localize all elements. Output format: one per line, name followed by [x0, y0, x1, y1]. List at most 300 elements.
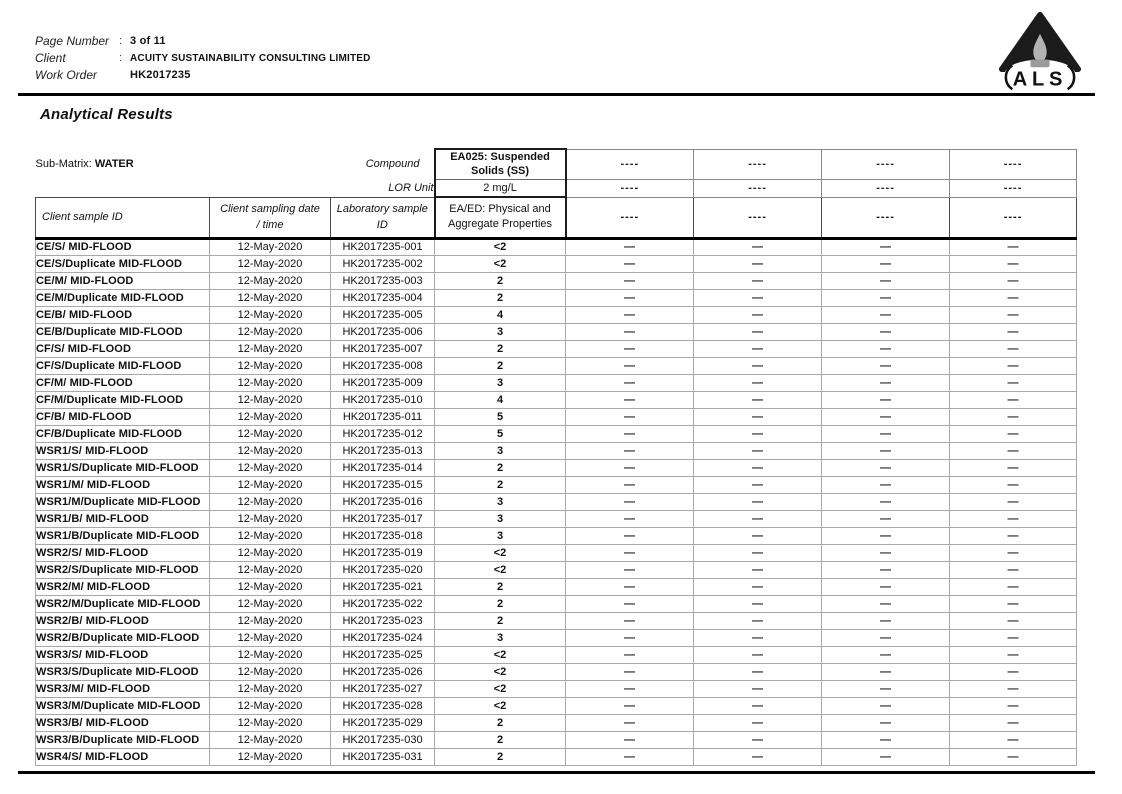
client-sample-id: WSR2/M/Duplicate MID-FLOOD	[36, 595, 210, 612]
no-result-dash: —	[694, 680, 822, 697]
table-row	[36, 476, 1077, 493]
no-result-dash: —	[566, 629, 694, 646]
lab-sample-id: HK2017235-001	[331, 238, 435, 255]
table-row	[36, 544, 1077, 561]
no-result-dash: —	[694, 476, 822, 493]
table-row	[36, 425, 1077, 442]
lab-sample-id: HK2017235-014	[331, 459, 435, 476]
result-value: 3	[435, 510, 566, 527]
sampling-date: 12-May-2020	[210, 272, 331, 289]
table-row	[36, 340, 1077, 357]
empty-method-cell: ----	[694, 197, 822, 238]
field-separator: :	[119, 52, 123, 64]
table-row	[36, 510, 1077, 527]
client-sample-id: WSR3/M/ MID-FLOOD	[36, 680, 210, 697]
table-row	[36, 663, 1077, 680]
no-result-dash: —	[822, 306, 950, 323]
client-sample-id: WSR1/M/Duplicate MID-FLOOD	[36, 493, 210, 510]
lab-sample-id: HK2017235-010	[331, 391, 435, 408]
table-row	[36, 238, 1077, 255]
no-result-dash: —	[822, 714, 950, 731]
client-sample-id: WSR2/S/ MID-FLOOD	[36, 544, 210, 561]
no-result-dash: —	[566, 306, 694, 323]
empty-compound-cell: ----	[822, 149, 950, 179]
client-sample-id: CF/S/ MID-FLOOD	[36, 340, 210, 357]
no-result-dash: —	[694, 697, 822, 714]
result-value: 2	[435, 612, 566, 629]
client-sample-id: CE/M/Duplicate MID-FLOOD	[36, 289, 210, 306]
no-result-dash: —	[694, 595, 822, 612]
compound-name-cell	[435, 149, 566, 179]
no-result-dash: —	[950, 595, 1077, 612]
sub-matrix-label: Sub-Matrix:	[35, 158, 92, 170]
no-result-dash: —	[822, 578, 950, 595]
sampling-date: 12-May-2020	[210, 238, 331, 255]
no-result-dash: —	[694, 544, 822, 561]
no-result-dash: —	[822, 374, 950, 391]
empty-lor-cell: ----	[566, 179, 694, 197]
no-result-dash: —	[694, 238, 822, 255]
header-field-work-order	[35, 67, 371, 84]
sampling-date: 12-May-2020	[210, 255, 331, 272]
client-sample-id: WSR1/B/ MID-FLOOD	[36, 510, 210, 527]
no-result-dash: —	[566, 442, 694, 459]
lab-sample-id: HK2017235-021	[331, 578, 435, 595]
no-result-dash: —	[566, 612, 694, 629]
no-result-dash: —	[566, 527, 694, 544]
no-result-dash: —	[694, 459, 822, 476]
result-value: 2	[435, 748, 566, 765]
no-result-dash: —	[566, 595, 694, 612]
als-logo-text: ALS	[1012, 68, 1068, 91]
result-value: <2	[435, 544, 566, 561]
sampling-date: 12-May-2020	[210, 646, 331, 663]
sub-matrix-value: WATER	[94, 158, 134, 170]
no-result-dash: —	[566, 391, 694, 408]
empty-compound-cell: ----	[566, 149, 694, 179]
empty-method-cell: ----	[822, 197, 950, 238]
empty-lor-cell: ----	[822, 179, 950, 197]
client-sample-id: WSR1/S/Duplicate MID-FLOOD	[36, 459, 210, 476]
no-result-dash: —	[822, 272, 950, 289]
no-result-dash: —	[822, 629, 950, 646]
result-value: 3	[435, 493, 566, 510]
sampling-date: 12-May-2020	[210, 663, 331, 680]
no-result-dash: —	[822, 425, 950, 442]
no-result-dash: —	[566, 425, 694, 442]
client-value: ACUITY SUSTAINABILITY CONSULTING LIMITED	[130, 53, 371, 64]
no-result-dash: —	[694, 408, 822, 425]
no-result-dash: —	[950, 425, 1077, 442]
als-logo-icon	[986, 10, 1094, 94]
no-result-dash: —	[822, 748, 950, 765]
result-value: 2	[435, 595, 566, 612]
field-separator: :	[119, 35, 123, 47]
empty-lor-cell: ----	[950, 179, 1077, 197]
lab-sample-id: HK2017235-005	[331, 306, 435, 323]
result-value: <2	[435, 255, 566, 272]
col-header-lab-sample-id: Laboratory sample ID	[331, 197, 435, 238]
result-value: 5	[435, 425, 566, 442]
no-result-dash: —	[950, 476, 1077, 493]
no-result-dash: —	[950, 374, 1077, 391]
table-row	[36, 714, 1077, 731]
empty-compound-cell: ----	[694, 149, 822, 179]
sampling-date: 12-May-2020	[210, 425, 331, 442]
no-result-dash: —	[822, 663, 950, 680]
sampling-date: 12-May-2020	[210, 595, 331, 612]
lab-sample-id: HK2017235-003	[331, 272, 435, 289]
table-row	[36, 595, 1077, 612]
client-sample-id: CF/S/Duplicate MID-FLOOD	[36, 357, 210, 374]
lab-sample-id: HK2017235-007	[331, 340, 435, 357]
no-result-dash: —	[566, 646, 694, 663]
table-row	[36, 680, 1077, 697]
no-result-dash: —	[822, 238, 950, 255]
lab-sample-id: HK2017235-015	[331, 476, 435, 493]
no-result-dash: —	[950, 714, 1077, 731]
sampling-date: 12-May-2020	[210, 714, 331, 731]
no-result-dash: —	[566, 323, 694, 340]
no-result-dash: —	[694, 289, 822, 306]
empty-compound-cell: ----	[950, 149, 1077, 179]
table-row	[36, 612, 1077, 629]
sampling-date: 12-May-2020	[210, 578, 331, 595]
client-sample-id: WSR2/S/Duplicate MID-FLOOD	[36, 561, 210, 578]
client-sample-id: WSR3/B/ MID-FLOOD	[36, 714, 210, 731]
footer-divider	[18, 771, 1095, 774]
no-result-dash: —	[566, 408, 694, 425]
no-result-dash: —	[822, 510, 950, 527]
client-sample-id: CF/M/ MID-FLOOD	[36, 374, 210, 391]
no-result-dash: —	[694, 323, 822, 340]
lab-sample-id: HK2017235-004	[331, 289, 435, 306]
client-sample-id: WSR4/S/ MID-FLOOD	[36, 748, 210, 765]
no-result-dash: —	[950, 442, 1077, 459]
sampling-date: 12-May-2020	[210, 748, 331, 765]
no-result-dash: —	[694, 340, 822, 357]
sampling-date: 12-May-2020	[210, 561, 331, 578]
no-result-dash: —	[950, 578, 1077, 595]
client-sample-id: WSR1/S/ MID-FLOOD	[36, 442, 210, 459]
no-result-dash: —	[822, 680, 950, 697]
result-value: 2	[435, 289, 566, 306]
no-result-dash: —	[822, 391, 950, 408]
result-value: <2	[435, 646, 566, 663]
no-result-dash: —	[822, 357, 950, 374]
col-header-sampling-date: Client sampling date / time	[210, 197, 331, 238]
table-row	[36, 306, 1077, 323]
no-result-dash: —	[566, 357, 694, 374]
lab-sample-id: HK2017235-020	[331, 561, 435, 578]
no-result-dash: —	[694, 527, 822, 544]
client-sample-id: CF/B/ MID-FLOOD	[36, 408, 210, 425]
sampling-date: 12-May-2020	[210, 731, 331, 748]
lab-sample-id: HK2017235-011	[331, 408, 435, 425]
no-result-dash: —	[694, 561, 822, 578]
lab-sample-id: HK2017235-030	[331, 731, 435, 748]
no-result-dash: —	[566, 289, 694, 306]
no-result-dash: —	[950, 510, 1077, 527]
result-value: 2	[435, 578, 566, 595]
client-sample-id: WSR2/M/ MID-FLOOD	[36, 578, 210, 595]
page-header	[35, 33, 371, 84]
table-row	[36, 646, 1077, 663]
result-value: <2	[435, 680, 566, 697]
no-result-dash: —	[950, 527, 1077, 544]
sampling-date: 12-May-2020	[210, 612, 331, 629]
no-result-dash: —	[950, 612, 1077, 629]
no-result-dash: —	[950, 238, 1077, 255]
no-result-dash: —	[950, 629, 1077, 646]
lab-sample-id: HK2017235-022	[331, 595, 435, 612]
client-sample-id: WSR3/S/ MID-FLOOD	[36, 646, 210, 663]
result-value: 2	[435, 459, 566, 476]
sampling-date: 12-May-2020	[210, 306, 331, 323]
lab-sample-id: HK2017235-026	[331, 663, 435, 680]
no-result-dash: —	[822, 408, 950, 425]
result-value: 3	[435, 527, 566, 544]
client-sample-id: CE/B/Duplicate MID-FLOOD	[36, 323, 210, 340]
sub-matrix	[36, 158, 134, 170]
no-result-dash: —	[566, 459, 694, 476]
lab-sample-id: HK2017235-013	[331, 442, 435, 459]
no-result-dash: —	[566, 476, 694, 493]
no-result-dash: —	[694, 255, 822, 272]
no-result-dash: —	[950, 289, 1077, 306]
no-result-dash: —	[950, 748, 1077, 765]
table-row	[36, 493, 1077, 510]
no-result-dash: —	[822, 255, 950, 272]
lab-sample-id: HK2017235-025	[331, 646, 435, 663]
sampling-date: 12-May-2020	[210, 476, 331, 493]
lab-sample-id: HK2017235-002	[331, 255, 435, 272]
page-number-value: 3 of 11	[130, 35, 166, 47]
lor-row-label: LOR Unit	[36, 179, 435, 197]
lab-sample-id: HK2017235-023	[331, 612, 435, 629]
no-result-dash: —	[566, 340, 694, 357]
no-result-dash: —	[950, 272, 1077, 289]
no-result-dash: —	[694, 714, 822, 731]
sampling-date: 12-May-2020	[210, 680, 331, 697]
result-value: 2	[435, 714, 566, 731]
no-result-dash: —	[822, 459, 950, 476]
result-value: 2	[435, 340, 566, 357]
empty-method-cell: ----	[950, 197, 1077, 238]
no-result-dash: —	[694, 748, 822, 765]
client-sample-id: CF/M/Duplicate MID-FLOOD	[36, 391, 210, 408]
no-result-dash: —	[950, 697, 1077, 714]
no-result-dash: —	[566, 714, 694, 731]
compound-row-label: Compound	[365, 158, 420, 170]
lab-sample-id: HK2017235-024	[331, 629, 435, 646]
result-value: 2	[435, 272, 566, 289]
sampling-date: 12-May-2020	[210, 323, 331, 340]
no-result-dash: —	[566, 663, 694, 680]
table-row	[36, 391, 1077, 408]
client-sample-id: WSR1/M/ MID-FLOOD	[36, 476, 210, 493]
sampling-date: 12-May-2020	[210, 408, 331, 425]
no-result-dash: —	[950, 493, 1077, 510]
no-result-dash: —	[694, 629, 822, 646]
sampling-date: 12-May-2020	[210, 544, 331, 561]
lab-sample-id: HK2017235-017	[331, 510, 435, 527]
analytical-results-table	[35, 148, 1077, 766]
sampling-date: 12-May-2020	[210, 493, 331, 510]
client-sample-id: WSR2/B/Duplicate MID-FLOOD	[36, 629, 210, 646]
sampling-date: 12-May-2020	[210, 357, 331, 374]
table-row	[36, 527, 1077, 544]
lab-sample-id: HK2017235-029	[331, 714, 435, 731]
no-result-dash: —	[950, 663, 1077, 680]
table-row	[36, 731, 1077, 748]
no-result-dash: —	[566, 255, 694, 272]
no-result-dash: —	[950, 459, 1077, 476]
no-result-dash: —	[822, 646, 950, 663]
lab-sample-id: HK2017235-006	[331, 323, 435, 340]
compound-header-row	[36, 149, 1077, 179]
lab-sample-id: HK2017235-027	[331, 680, 435, 697]
no-result-dash: —	[822, 612, 950, 629]
table-row	[36, 255, 1077, 272]
no-result-dash: —	[950, 731, 1077, 748]
no-result-dash: —	[694, 493, 822, 510]
col-header-method-group: EA/ED: Physical and Aggregate Properties	[435, 197, 566, 238]
no-result-dash: —	[950, 323, 1077, 340]
sampling-date: 12-May-2020	[210, 510, 331, 527]
client-sample-id: CE/S/Duplicate MID-FLOOD	[36, 255, 210, 272]
table-row	[36, 697, 1077, 714]
table-row	[36, 442, 1077, 459]
no-result-dash: —	[694, 578, 822, 595]
no-result-dash: —	[694, 272, 822, 289]
no-result-dash: —	[566, 272, 694, 289]
header-field-page-number	[35, 33, 371, 50]
table-row	[36, 408, 1077, 425]
no-result-dash: —	[822, 442, 950, 459]
no-result-dash: —	[950, 544, 1077, 561]
result-value: 3	[435, 629, 566, 646]
empty-method-cell: ----	[566, 197, 694, 238]
no-result-dash: —	[566, 680, 694, 697]
client-sample-id: CE/S/ MID-FLOOD	[36, 238, 210, 255]
no-result-dash: —	[950, 646, 1077, 663]
no-result-dash: —	[822, 323, 950, 340]
no-result-dash: —	[694, 391, 822, 408]
sampling-date: 12-May-2020	[210, 697, 331, 714]
no-result-dash: —	[566, 578, 694, 595]
no-result-dash: —	[822, 289, 950, 306]
table-row	[36, 357, 1077, 374]
compound-name-line1: EA025: Suspended	[450, 151, 550, 164]
no-result-dash: —	[694, 357, 822, 374]
sampling-date: 12-May-2020	[210, 442, 331, 459]
lab-sample-id: HK2017235-018	[331, 527, 435, 544]
no-result-dash: —	[822, 544, 950, 561]
no-result-dash: —	[694, 425, 822, 442]
header-divider	[18, 93, 1095, 96]
result-value: 3	[435, 323, 566, 340]
column-header-row	[36, 197, 1077, 238]
no-result-dash: —	[566, 697, 694, 714]
sampling-date: 12-May-2020	[210, 374, 331, 391]
results-table-body	[36, 238, 1077, 765]
no-result-dash: —	[950, 561, 1077, 578]
no-result-dash: —	[950, 357, 1077, 374]
no-result-dash: —	[694, 731, 822, 748]
no-result-dash: —	[822, 493, 950, 510]
result-value: <2	[435, 561, 566, 578]
sampling-date: 12-May-2020	[210, 527, 331, 544]
lab-sample-id: HK2017235-008	[331, 357, 435, 374]
result-value: 3	[435, 442, 566, 459]
client-sample-id: CE/B/ MID-FLOOD	[36, 306, 210, 323]
client-sample-id: WSR3/B/Duplicate MID-FLOOD	[36, 731, 210, 748]
table-row	[36, 561, 1077, 578]
no-result-dash: —	[566, 374, 694, 391]
client-sample-id: CF/B/Duplicate MID-FLOOD	[36, 425, 210, 442]
no-result-dash: —	[822, 731, 950, 748]
no-result-dash: —	[566, 731, 694, 748]
lab-sample-id: HK2017235-031	[331, 748, 435, 765]
no-result-dash: —	[950, 306, 1077, 323]
no-result-dash: —	[950, 680, 1077, 697]
no-result-dash: —	[950, 340, 1077, 357]
table-row	[36, 289, 1077, 306]
section-title: Analytical Results	[40, 106, 173, 123]
field-label: Page Number	[35, 34, 110, 48]
sampling-date: 12-May-2020	[210, 629, 331, 646]
field-separator	[119, 67, 130, 84]
lor-unit-row	[36, 179, 1077, 197]
no-result-dash: —	[822, 595, 950, 612]
result-value: 4	[435, 306, 566, 323]
no-result-dash: —	[566, 561, 694, 578]
no-result-dash: —	[566, 544, 694, 561]
result-value: <2	[435, 697, 566, 714]
client-sample-id: WSR1/B/Duplicate MID-FLOOD	[36, 527, 210, 544]
no-result-dash: —	[822, 561, 950, 578]
table-row	[36, 272, 1077, 289]
no-result-dash: —	[694, 510, 822, 527]
compound-name-line2: Solids (SS)	[471, 165, 530, 178]
no-result-dash: —	[822, 476, 950, 493]
no-result-dash: —	[822, 340, 950, 357]
no-result-dash: —	[822, 527, 950, 544]
empty-lor-cell: ----	[694, 179, 822, 197]
table-row	[36, 459, 1077, 476]
result-value: 4	[435, 391, 566, 408]
client-sample-id: WSR3/S/Duplicate MID-FLOOD	[36, 663, 210, 680]
no-result-dash: —	[694, 374, 822, 391]
work-order-value: HK2017235	[130, 69, 191, 81]
no-result-dash: —	[694, 612, 822, 629]
client-sample-id: WSR2/B/ MID-FLOOD	[36, 612, 210, 629]
col-header-client-sample-id: Client sample ID	[36, 197, 210, 238]
result-value: <2	[435, 238, 566, 255]
table-row	[36, 323, 1077, 340]
no-result-dash: —	[566, 493, 694, 510]
result-value: 2	[435, 476, 566, 493]
result-value: 3	[435, 374, 566, 391]
no-result-dash: —	[950, 391, 1077, 408]
client-sample-id: WSR3/M/Duplicate MID-FLOOD	[36, 697, 210, 714]
result-value: 2	[435, 731, 566, 748]
sampling-date: 12-May-2020	[210, 391, 331, 408]
sampling-date: 12-May-2020	[210, 459, 331, 476]
no-result-dash: —	[566, 510, 694, 527]
table-row	[36, 629, 1077, 646]
